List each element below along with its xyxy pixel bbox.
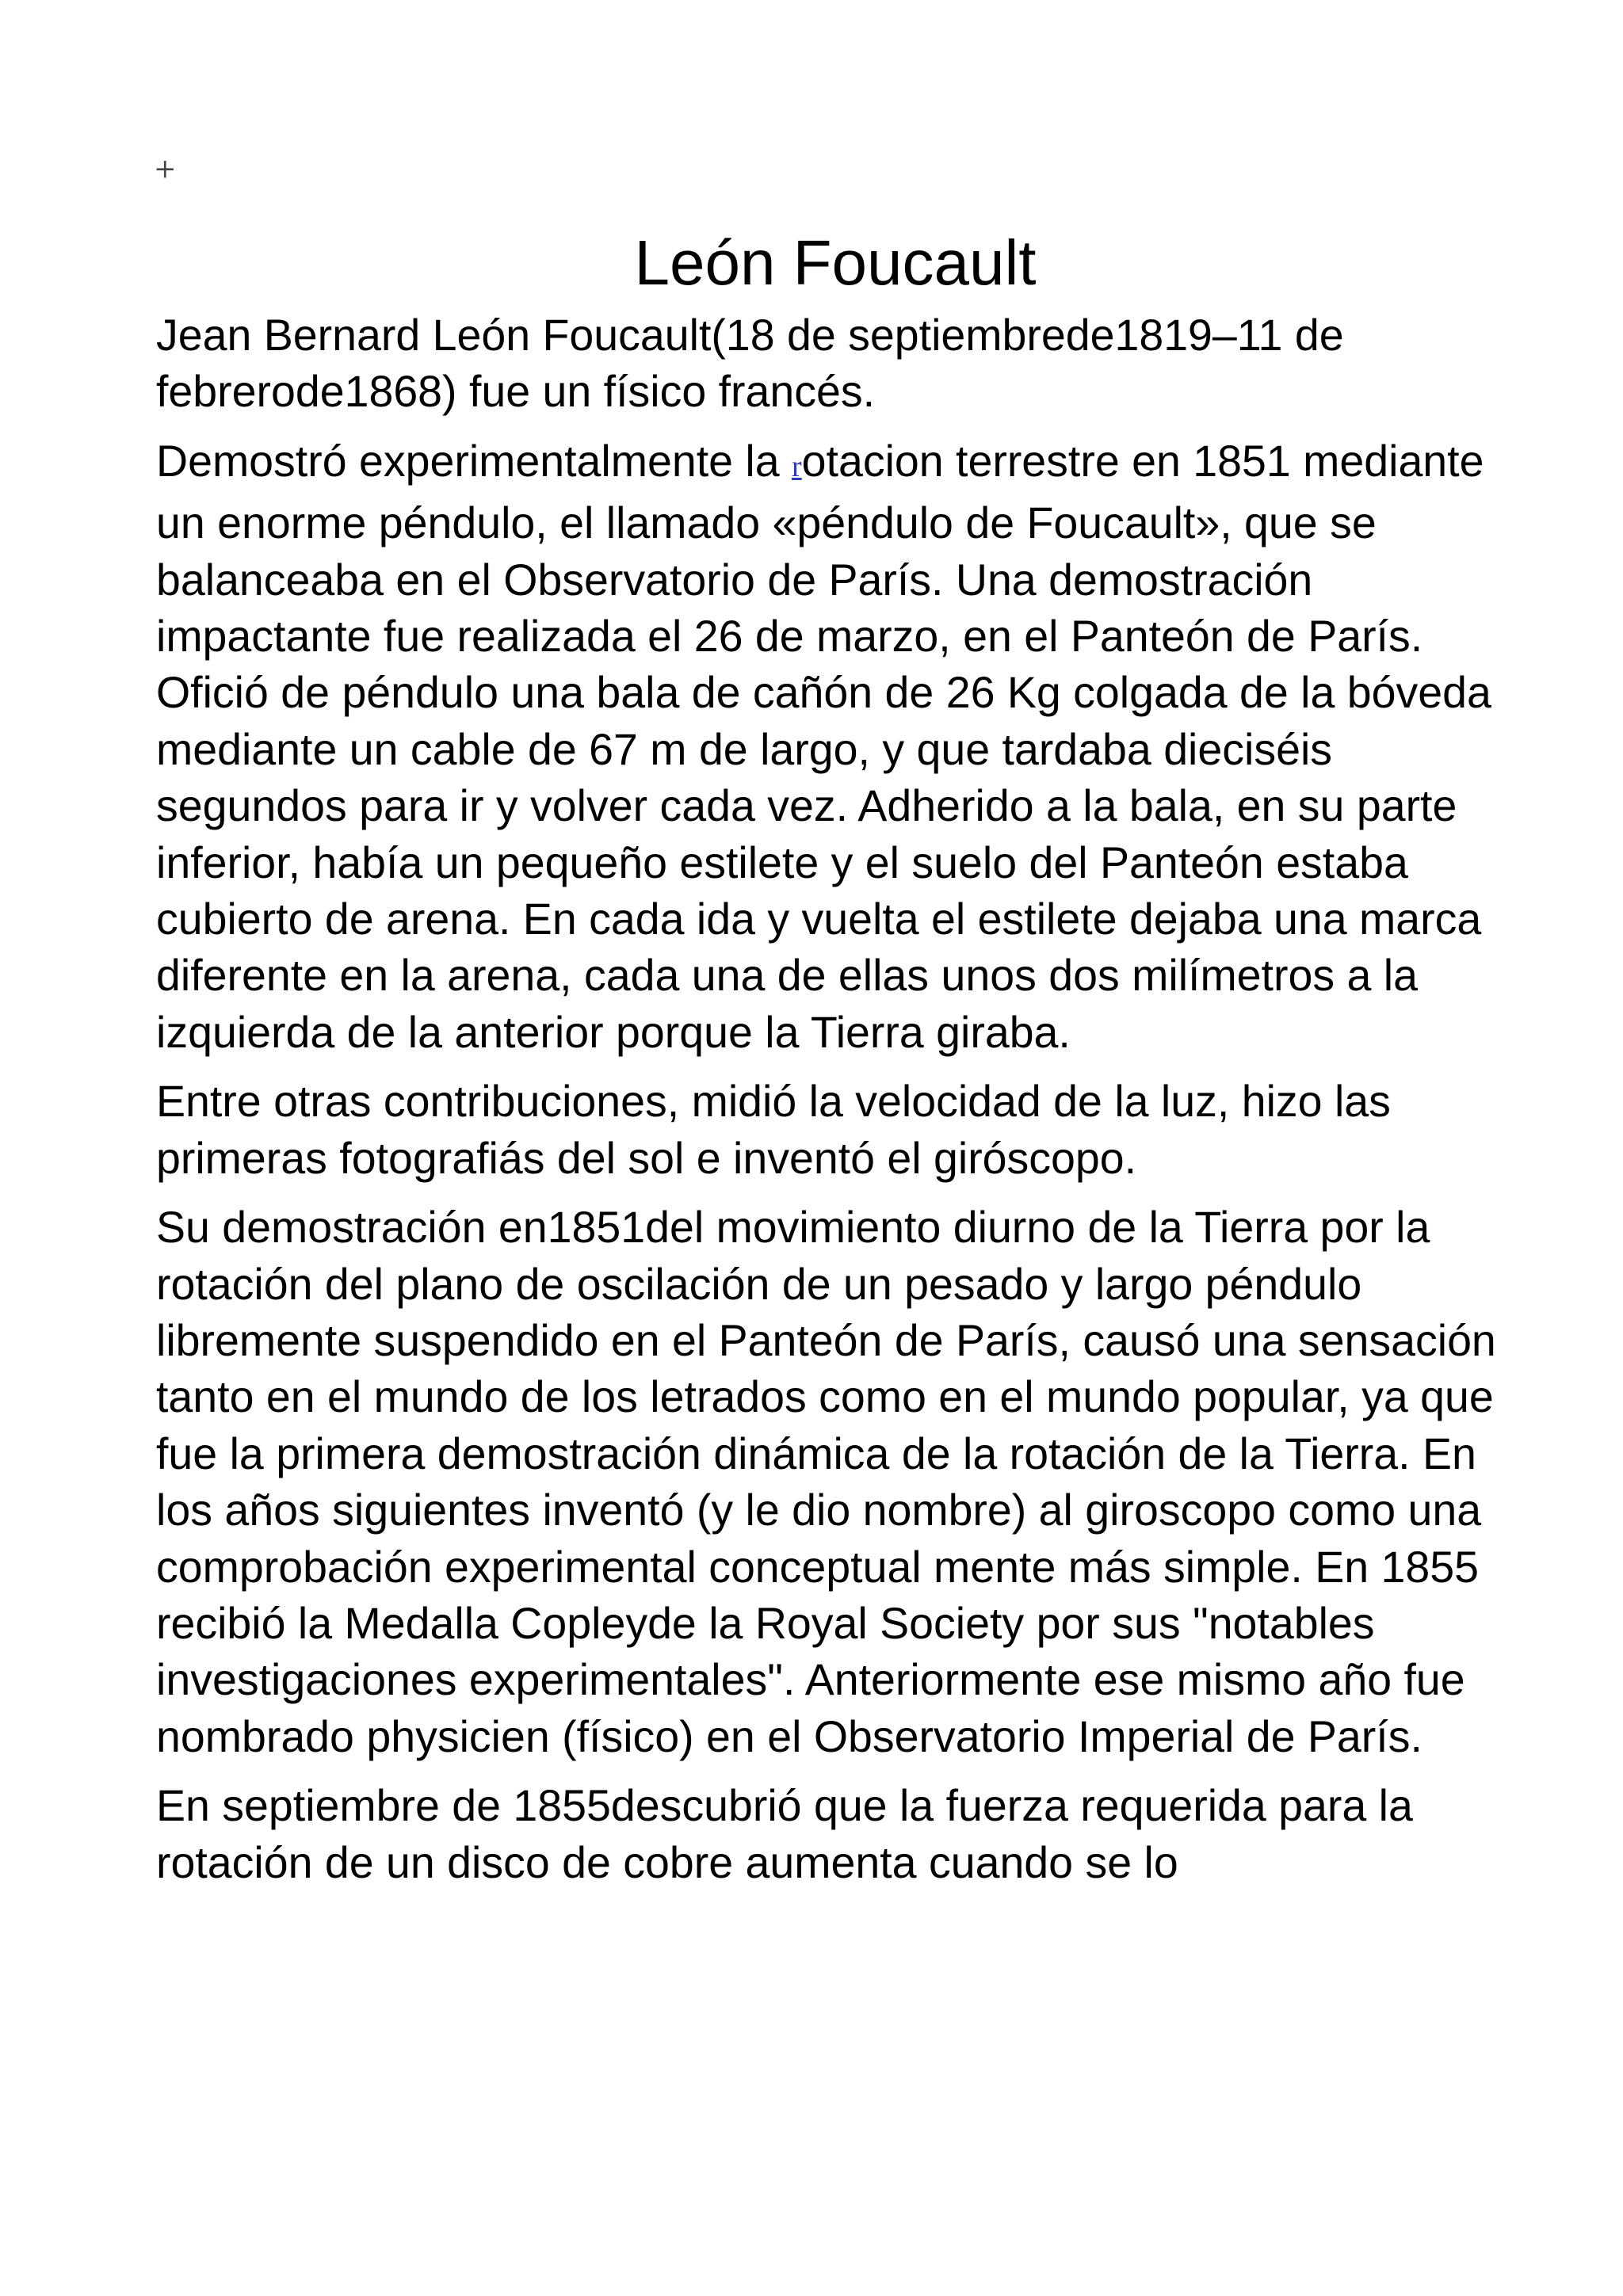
paragraph-pendulum xyxy=(156,433,1503,1061)
paragraph-pendulum-start: Demostró experimentalmente la xyxy=(156,436,792,486)
plus-marker: + xyxy=(154,153,177,185)
paragraph-demonstration: Su demostración en1851del movimiento diurno de la Tierra por la rotación del plano de oscilación de un pesado y largo péndulo libremente suspendido en el Panteón de París, causó una sensación tanto en el mundo de los letrados como en el mundo popular, ya que fue la primera demostración dinámica de la rotación de la Tierra. En los años siguientes inventó (y le dio nombre) al giroscopo como una comprobación experimental conceptual mente más simple. En 1855 recibió la Medalla Copleyde la Royal Society por sus "notables investigaciones experimentales". Anteriormente ese mismo año fue nombrado physicien (físico) en el Observatorio Imperial de París. xyxy=(156,1203,1496,1761)
page-title: León Foucault xyxy=(634,227,1037,298)
paragraph-contributions: Entre otras contribuciones, midió la velocidad de la luz, hizo las primeras fotografiás del sol e inventó el giróscopo. xyxy=(156,1077,1391,1183)
paragraph-intro: Jean Bernard León Foucault(18 de septiembrede1819–11 de febrerode1868) fue un físico francés. xyxy=(156,311,1344,417)
paragraph-pendulum-rest: otacion terrestre en 1851 mediante un enorme péndulo, el llamado «péndulo de Foucault», que se balanceaba en el Observatorio de París. Una demostración impactante fue realizada el 26 de marzo, en el Panteón de París. Ofició de péndulo una bala de cañón de 26 Kg colgada de la bóveda mediante un cable de 67 m de largo, y que tardaba dieciséis segundos para ir y volver cada vez. Adherido a la bala, en su parte inferior, había un pequeño estilete y el suelo del Panteón estaba cubierto de arena. En cada ida y vuelta el estilete dejaba una marca diferente en la arena, cada una de ellas unos dos milímetros a la izquierda de la anterior porque la Tierra giraba. xyxy=(156,436,1491,1057)
inline-link[interactable]: r xyxy=(792,449,802,483)
paragraph-copper-disc: En septiembre de 1855descubrió que la fuerza requerida para la rotación de un disco de cobre aumenta cuando se lo xyxy=(156,1781,1413,1887)
document-body xyxy=(156,223,1503,1904)
